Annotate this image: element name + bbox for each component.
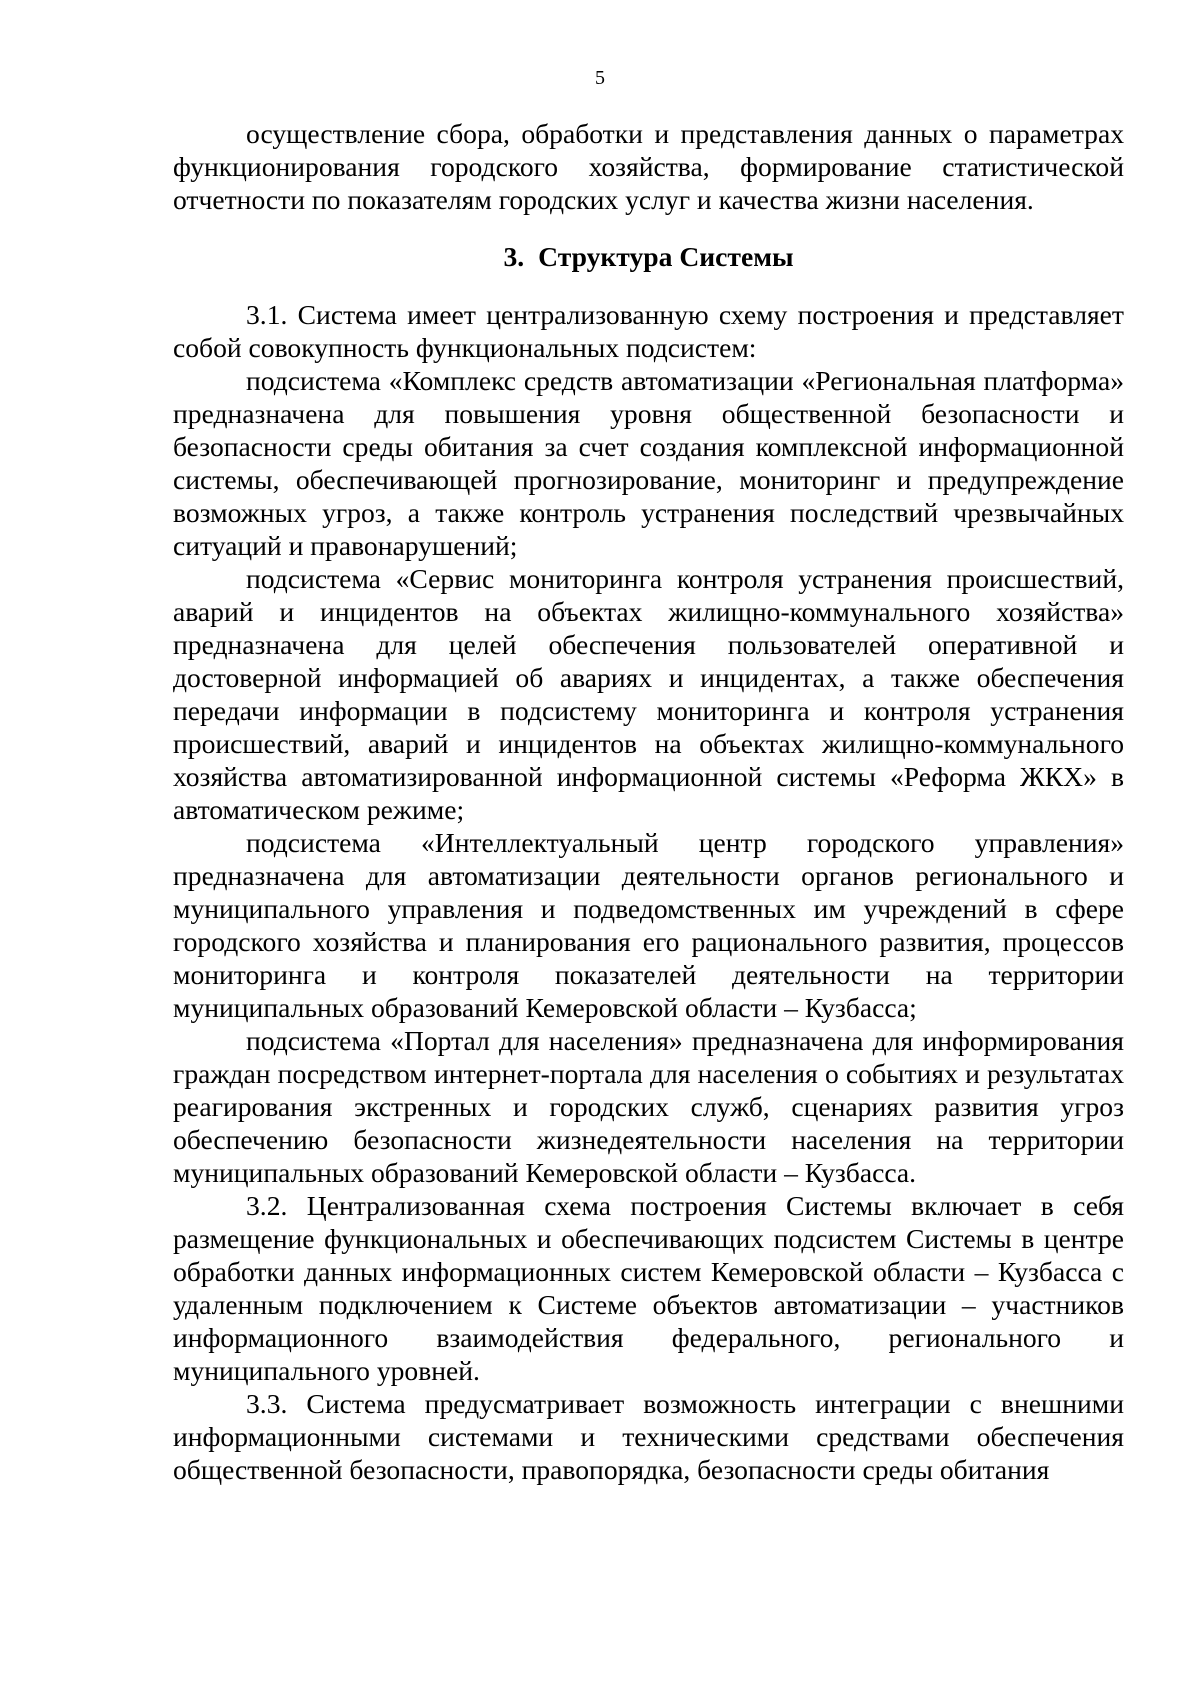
paragraph-subsystem-portal: подсистема «Портал для населения» предназначена для информирования граждан посредством интернет-портала для населения о событиях и результатах реагирования экстренных и городских служб, сценариях развития угроз обеспечению безопасности жизнедеятельности населения на территории муниципальных образований Кемеровской области – Кузбасса. [173, 1025, 1124, 1188]
paragraph-3-1: 3.1. Система имеет централизованную схему построения и представляет собой совокупность функциональных подсистем: [173, 299, 1124, 363]
document-body [173, 117, 1124, 1486]
paragraph-intro-continuation: осуществление сбора, обработки и представления данных о параметрах функционирования городского хозяйства, формирование статистической отчетности по показателям городских услуг и качества жизни населения. [173, 118, 1124, 215]
paragraph-subsystem-intelligent-center: подсистема «Интеллектуальный центр городского управления» предназначена для автоматизации деятельности органов регионального и муниципального управления и подведомственных им учреждений в сфере городского хозяйства и планирования его рационального развития, процессов мониторинга и контроля показателей деятельности на территории муниципальных образований Кемеровской области – Кузбасса; [173, 827, 1124, 1023]
section-number: 3. [503, 241, 525, 272]
page-number: 5 [595, 67, 605, 89]
section-heading [173, 240, 1124, 273]
paragraph-3-2: 3.2. Централизованная схема построения Системы включает в себя размещение функциональных и обеспечивающих подсистем Системы в центре обработки данных информационных систем Кемеровской области – Кузбасса с удаленным подключением к Системе объектов автоматизации – участников информационного взаимодействия федерального, регионального и муниципального уровней. [173, 1190, 1124, 1386]
paragraph-subsystem-regional-platform: подсистема «Комплекс средств автоматизации «Региональная платформа» предназначена для повышения уровня общественной безопасности и безопасности среды обитания за счет создания комплексной информационной системы, обеспечивающей прогнозирование, мониторинг и предупреждение возможных угроз, а также контроль устранения последствий чрезвычайных ситуаций и правонарушений; [173, 365, 1124, 561]
paragraph-subsystem-monitoring-service: подсистема «Сервис мониторинга контроля устранения происшествий, аварий и инцидентов на объектах жилищно-коммунального хозяйства» предназначена для целей обеспечения пользователей оперативной и достоверной информацией об авариях и инцидентах, а также обеспечения передачи информации в подсистему мониторинга и контроля устранения происшествий, аварий и инцидентов на объектах жилищно-коммунального хозяйства автоматизированной информационной системы «Реформа ЖКХ» в автоматическом режиме; [173, 563, 1124, 825]
section-title: Структура Системы [538, 241, 794, 272]
paragraph-3-3: 3.3. Система предусматривает возможность интеграции с внешними информационными системами и техническими средствами обеспечения общественной безопасности, правопорядка, безопасности среды обитания [173, 1388, 1124, 1485]
